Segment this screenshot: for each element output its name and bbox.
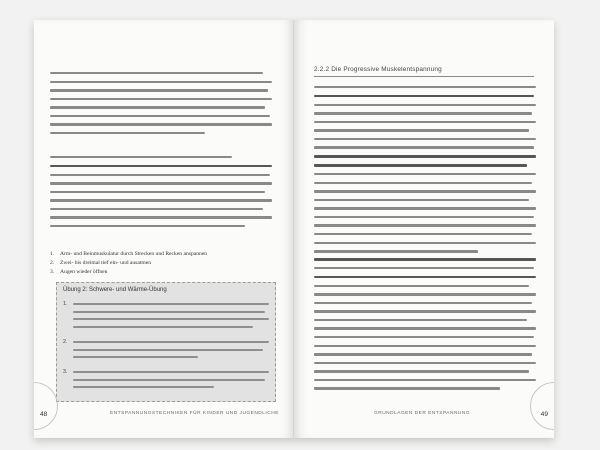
section-heading-text: 2.2.2 Die Progressive Muskelentspannung [314, 66, 442, 73]
book-gutter [293, 20, 295, 438]
left-body-text-top [50, 72, 272, 141]
exercise-box-title: Übung 2: Schwere- und Wärme-Übung [63, 287, 167, 293]
left-body-text-middle [50, 156, 272, 234]
exercise-item-number: 2. [63, 339, 68, 345]
left-page-number: 48 [40, 411, 48, 418]
exercise-item-number: 1. [63, 301, 68, 307]
section-heading [314, 66, 534, 73]
heading-rule [314, 76, 534, 77]
left-running-footer: ENTSPANNUNGSTECHNIKEN FÜR KINDER UND JUGENDLICHE [110, 411, 279, 416]
page-corner-circle [34, 382, 58, 430]
right-page [294, 20, 554, 438]
relaxation-end-steps [50, 250, 270, 277]
left-page [34, 20, 294, 438]
list-item [50, 268, 270, 277]
right-running-footer: GRUNDLAGEN DER ENTSPANNUNG [374, 411, 471, 416]
exercise-item-text [73, 371, 269, 394]
exercise-item-text [73, 341, 269, 364]
exercise-box [56, 282, 276, 402]
right-body-text-top [314, 86, 536, 259]
exercise-item-number: 3. [63, 369, 68, 375]
list-text: Arm- und Beinmuskulatur durch Strecken und Recken anspannen [60, 251, 208, 257]
exercise-item-text [73, 303, 269, 333]
right-page-number: 49 [540, 411, 548, 418]
list-item [50, 259, 270, 268]
list-text: Zwei- bis dreimal tief ein- und ausatmen [60, 260, 152, 266]
list-number: 2. [50, 260, 55, 266]
list-number: 3. [50, 269, 55, 275]
list-item [50, 250, 270, 259]
list-text: Augen wieder öffnen [60, 269, 108, 275]
list-number: 1. [50, 251, 55, 257]
right-body-text-bottom [314, 258, 536, 396]
